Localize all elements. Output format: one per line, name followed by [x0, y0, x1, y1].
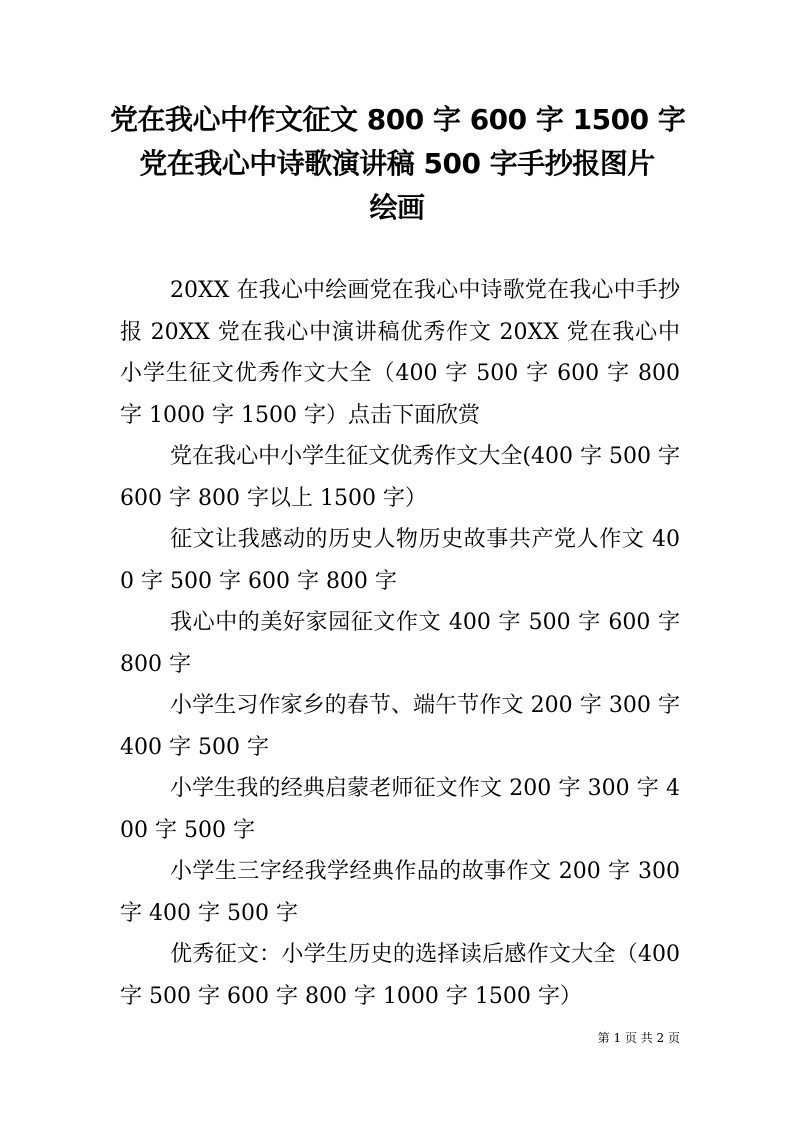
title-line: 绘画 — [369, 191, 425, 224]
paragraph-intro: 20XX 在我心中绘画党在我心中诗歌党在我心中手抄报 20XX 党在我心中演讲稿优秀作文 20XX 党在我心中小学生征文优秀作文大全（400 字 500 字 600 字 800 字 1000 字 1500 字）点击下面欣赏 — [120, 278, 680, 428]
paragraph: 小学生我的经典启蒙老师征文作文 200 字 300 字 400 字 500 字 — [120, 776, 680, 843]
title-line: 党在我心中作文征文 800 字 600 字 1500 字 — [110, 103, 686, 136]
title-line: 党在我心中诗歌演讲稿 500 字手抄报图片 — [139, 147, 655, 180]
paragraph: 征文让我感动的历史人物历史故事共产党人作文 400 字 500 字 600 字 800 字 — [120, 527, 680, 594]
paragraph: 小学生习作家乡的春节、端午节作文 200 字 300 字 400 字 500 字 — [120, 693, 680, 760]
paragraph: 党在我心中小学生征文优秀作文大全(400 字 500 字 600 字 800 字以上 1500 字） — [120, 444, 680, 511]
document-body — [120, 270, 680, 1017]
paragraph: 我心中的美好家园征文作文 400 字 500 字 600 字 800 字 — [120, 610, 680, 677]
paragraph: 小学生三字经我学经典作品的故事作文 200 字 300 字 400 字 500 字 — [120, 859, 680, 926]
document-title — [110, 98, 684, 230]
paragraph: 优秀征文：小学生历史的选择读后感作文大全（400 字 500 字 600 字 800 字 1000 字 1500 字） — [120, 942, 680, 1009]
page-number-footer: 第 1 页 共 2 页 — [597, 1031, 680, 1045]
